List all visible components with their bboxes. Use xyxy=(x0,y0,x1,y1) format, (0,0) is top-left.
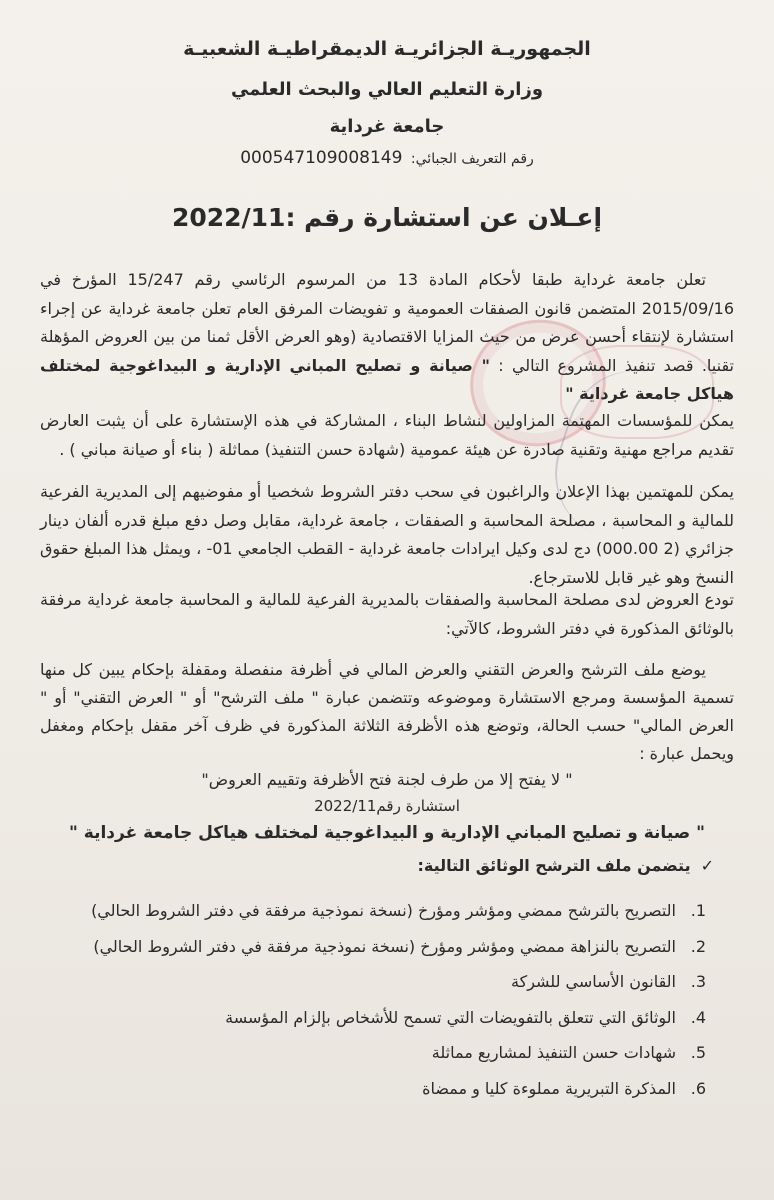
submission-paragraph: تودع العروض لدى مصلحة المحاسبة والصفقات بالمديرية الفرعية للمالية و المحاسبة جامعة غرداية مرفقة بالوثائق المذكورة في دفتر الشروط، كالآتي: xyxy=(40,590,734,638)
item-number: 4. xyxy=(690,1007,706,1027)
documents-heading xyxy=(418,856,715,875)
ministry-heading: وزارة التعليم العالي والبحث العلمي xyxy=(230,79,544,100)
checkmark-icon: ✓ xyxy=(700,856,714,875)
withdrawal-paragraph: يمكن للمهتمين بهذا الإعلان والراغبون في سحب دفتر الشروط شخصيا أو مفوضيهم إلى المديرية الفرعية للمالية و المحاسبة ، مصلحة المحاسبة و الصفقات ، جامعة غرداية، مقابل وصل دفع مبلغ قدره ألفان دينار جزائري (2 000.00) دج لدى وكيل ايرادات جامعة غرداية - القطب الجامعي 01- ، ويمثل هذا المبلغ حقوق النسخ وهو غير قابل للاسترجاع. xyxy=(40,482,735,587)
list-item xyxy=(60,893,706,929)
announcement-title: إعـلان عن استشارة رقم :2022/11 xyxy=(171,203,603,232)
item-text: التصريح بالنزاهة ممضي ومؤشر ومؤرخ (نسخة نموذجية مرفقة في دفتر الشروط الحالي) xyxy=(93,936,676,956)
documents-list xyxy=(60,893,706,1106)
item-text: المذكرة التبريرية مملوءة كليا و ممضاة xyxy=(422,1078,676,1098)
project-name: " صيانة و تصليح المباني الإدارية و البيداغوجية لمختلف هياكل جامعة غرداية " xyxy=(40,355,734,403)
list-item xyxy=(60,1071,706,1107)
item-text: شهادات حسن التنفيذ لمشاريع مماثلة xyxy=(431,1043,676,1062)
item-number: 3. xyxy=(690,972,706,991)
list-item xyxy=(60,964,706,1000)
list-item xyxy=(60,1000,706,1036)
tax-id-line xyxy=(0,148,774,168)
university-heading: جامعة غرداية xyxy=(329,116,445,137)
intro-text: تعلن جامعة غرداية طبقا لأحكام المادة 13 من المرسوم الرئاسي رقم 15/247 المؤرخ في 2015/09/16 المتضمن قانون الصفقات العمومية و تفويضات المرفق العام تعلن جامعة غرداية عن إجراء استشارة لإنتقاء أحسن عرض من حيث المزايا الاقتصادية (وهو العرض الأقل ثمنا من بين العروض المؤهلة تقنيا. قصد تنفيذ المشروع التالي : xyxy=(40,270,735,375)
republic-heading: الجمهوريـة الجزائريـة الديمقراطيـة الشعبيـة xyxy=(183,38,591,60)
envelope-warning: " لا يفتح إلا من طرف لجنة فتح الأظرفة وتقييم العروض" xyxy=(201,770,573,789)
item-text: القانون الأساسي للشركة xyxy=(511,972,676,991)
item-number: 2. xyxy=(690,936,706,956)
tax-id-label: رقم التعريف الجبائي: xyxy=(410,151,534,167)
list-item xyxy=(60,929,706,965)
item-text: الوثائق التي تتعلق بالتفويضات التي تسمح للأشخاص بإلزام المؤسسة xyxy=(225,1007,676,1027)
eligibility-paragraph: يمكن للمؤسسات المهتمة المزاولين لنشاط البناء ، المشاركة في هذه الإستشارة على أن يثبت العارض تقديم مراجع مهنية وتقنية صادرة عن هيئة عمومية (شهادة حسن التنفيذ) مماثلة ( بناء أو صيانة مباني ) . xyxy=(40,411,734,459)
tax-id-number: 000547109008149 xyxy=(240,148,403,168)
envelope-paragraph: يوضع ملف الترشح والعرض التقني والعرض المالي في أظرفة منفصلة ومقفلة بإحكام يبين كل منها تسمية المؤسسة ومرجع الاستشارة وموضوعه وتتضمن عبارة " ملف الترشح" أو " العرض التقني" أو " العرض المالي" حسب الحالة، وتوضع هذه الأظرفة الثلاثة المذكورة في ظرف آخر مقفل بإحكام ومغفل ويحمل عبارة : xyxy=(40,660,734,763)
item-number: 6. xyxy=(690,1078,706,1098)
envelope-project: " صيانة و تصليح المباني الإدارية و البيداغوجية لمختلف هياكل جامعة غرداية " xyxy=(69,823,705,843)
item-text: التصريح بالترشح ممضي ومؤشر ومؤرخ (نسخة نموذجية مرفقة في دفتر الشروط الحالي) xyxy=(91,901,676,920)
intro-paragraph xyxy=(40,266,734,409)
documents-heading-text: يتضمن ملف الترشح الوثائق التالية: xyxy=(417,856,691,875)
item-number: 1. xyxy=(690,901,706,920)
list-item xyxy=(60,1035,706,1071)
envelope-reference: استشارة رقم2022/11 xyxy=(314,797,460,815)
item-number: 5. xyxy=(690,1043,706,1062)
